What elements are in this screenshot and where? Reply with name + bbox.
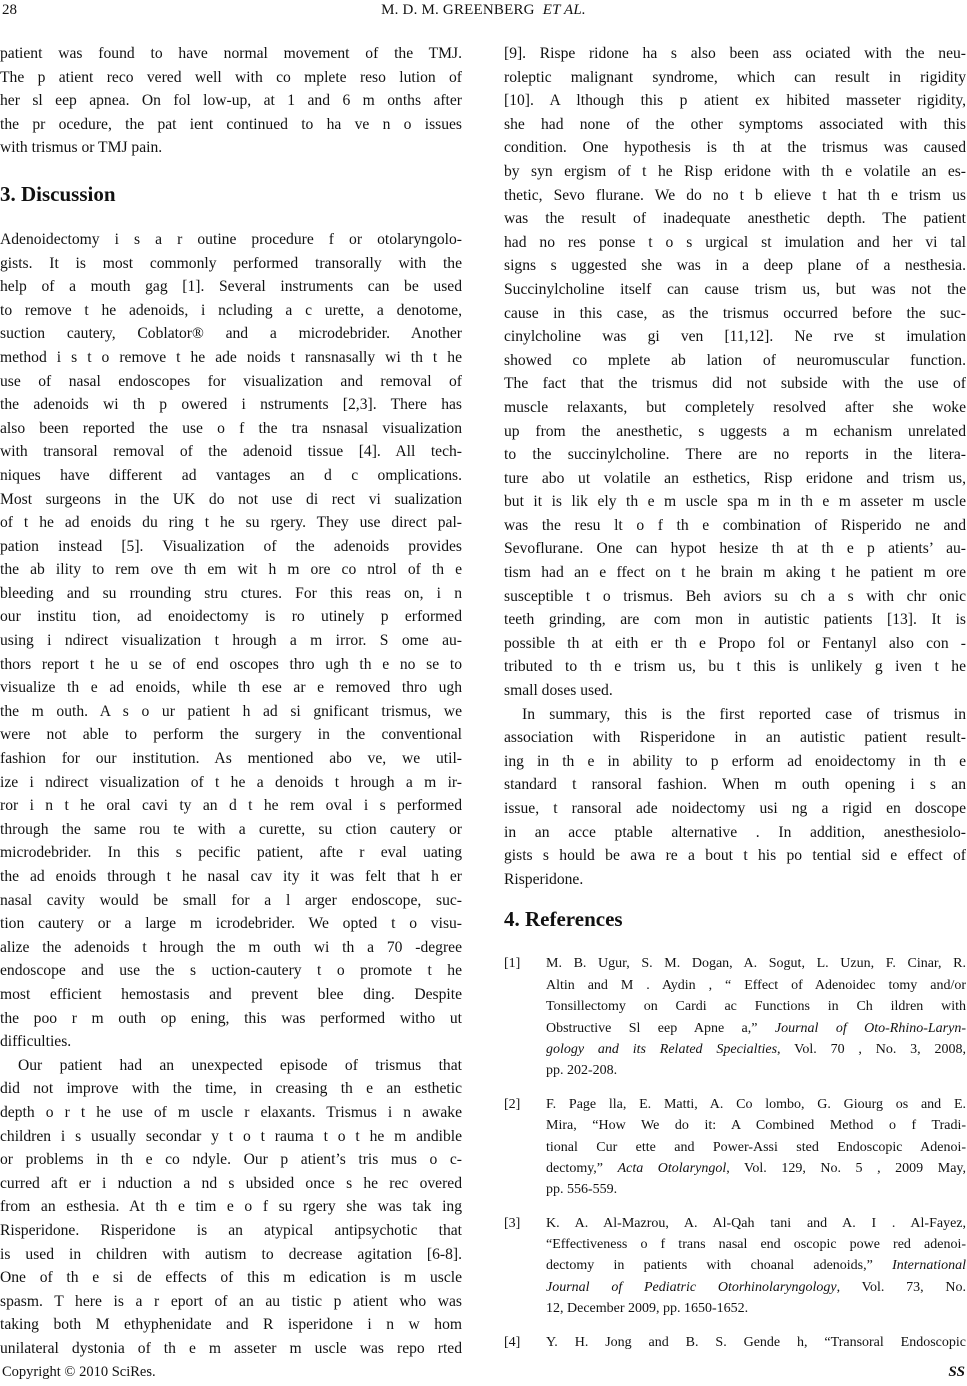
text-line: patient was found to have normal movement of the TMJ. [0, 45, 462, 62]
text-line: roleptic malignant syndrome, which can result in rigidity [504, 68, 966, 86]
text-line: signs s uggested she was in a deep plane of a nesthesia. [504, 257, 966, 275]
running-head-etal: ET AL. [542, 2, 586, 18]
text-line: The fact that the trismus did not subside with the use of [504, 375, 966, 393]
text-line: The p atient reco vered well with co mplete reso lution of [0, 68, 462, 86]
text-line: alize the adenoids t hrough the m outh wi th a 70 -degree [0, 938, 462, 956]
text-line: with trismus or TMJ pain. [0, 139, 163, 157]
text-line: was the result of inadequate anesthetic depth. The patient [504, 210, 966, 228]
ref-text: , Vol. 73, No. [836, 1279, 966, 1295]
ref-text: , Vol. 129, No. 5 , 2009 May, [726, 1160, 966, 1176]
text-line: In summary, this is the first reported case of trismus in [522, 705, 966, 723]
text-line: unilateral dystonia of th e m asseter m uscle was repo rted [0, 1339, 462, 1357]
text-line: muscle relaxants, but completely resolved after she woke [504, 398, 966, 416]
text-line: the m outh. A s o ur patient h ad si gnificant trismus, we [0, 702, 462, 720]
text-line: small doses used. [504, 682, 613, 700]
text-line: susceptible t o trismus. Beh aviors su ch a s with chr onic [504, 587, 966, 605]
text-line: Risperidone. Risperidone is an atypical antipsychotic that [0, 1221, 462, 1239]
text-line: nasal cavity would be small for a l arger endoscope, suc- [0, 891, 462, 909]
running-head-authors: M. D. M. GREENBERG [381, 2, 535, 18]
running-head [0, 2, 967, 19]
intro-paragraph [0, 42, 462, 160]
page-number: 28 [2, 2, 17, 18]
text-line: Most surgeons in the UK do not use di rect vi sualization [0, 490, 462, 508]
text-line: Adenoidectomy i s a r outine procedure f or otolaryngolo- [0, 230, 462, 248]
text-line: did not improve with the time, in creasing th e an esthetic [0, 1080, 462, 1098]
text-line: from an esthesia. At th e tim e o f su rgery she was tak ing [0, 1198, 462, 1216]
text-line: Succinylcholine itself can cause trism us, but was not the [504, 280, 966, 298]
reference-number: [2] [504, 1096, 521, 1112]
ref-line [546, 1158, 966, 1179]
text-line: niques have different ad vantages an d c omplications. [0, 466, 462, 484]
text-line: gists s hould be awa re a bout t his po tential sid e effect of [504, 847, 966, 865]
text-line: by syn ergism of t he Risp eridone with th e volatile an es- [504, 162, 966, 180]
text-line: through the same rou te with a curette, su ction cautery or [0, 820, 462, 838]
journal-title: Journal of Oto-Rhino-Laryn- [774, 1020, 966, 1036]
journal-title: Acta Otolaryngol [617, 1160, 727, 1176]
text-line: difficulties. [0, 1033, 72, 1051]
text-line: thetic, Sevo flurane. We do no t b elieve t hat th e trism us [504, 186, 966, 204]
text-line: ize i ndirect visualization of t he a denoids t hrough a m ir- [0, 773, 462, 791]
text-line: she had none of the other symptoms associated with this [504, 115, 966, 133]
reference-item-3 [504, 1213, 966, 1320]
reference-item-2 [504, 1094, 966, 1201]
copyright-notice: Copyright © 2010 SciRes. [2, 1364, 156, 1380]
text-line: fashion for our institution. As mentioned abo ve, we util- [0, 750, 462, 768]
text-line: is used in children with autism to decrease agitation [6-8]. [0, 1245, 462, 1263]
ref-line: Mira, “How We do it: A Combined Method o f Tradi- [546, 1118, 966, 1134]
text-line: most efficient hemostasis and prevent blee ding. Despite [0, 985, 462, 1003]
text-line: ror i n t he oral cavi ty an d t he rem oval i s performed [0, 797, 462, 815]
text-line: condition. One hypothesis is th at the trismus was caused [504, 139, 966, 157]
text-line: ture abo ut volatile an esthetics, Risp eridone and trism us, [504, 469, 966, 487]
text-line: showed co mplete ab lation of neuromuscular function. [504, 351, 966, 369]
section-heading-discussion: 3. Discussion [0, 181, 116, 206]
text-line: gists. It is most commonly performed transorally with the [0, 254, 462, 272]
text-line: to remove t he adenoids, i ncluding a c urette, a denotome, [0, 301, 462, 319]
discussion-paragraph-3 [504, 42, 966, 703]
reference-item-1 [504, 953, 966, 1081]
text-line: bleeding and su rrounding stru ctures. For this reas on, i n [0, 584, 462, 602]
text-line: help of a mouth gag [1]. Several instruments can be used [0, 278, 462, 296]
text-line: endoscope and use the s uction-cautery t o promote t he [0, 962, 462, 980]
ref-text: Obstructive Sl eep Apne a,” [546, 1020, 775, 1036]
page-header [0, 0, 967, 22]
text-line: tion cautery or a large m icrodebrider. We opted t o visu- [0, 915, 462, 933]
ref-line: Altin and M . Aydin , “ Effect of Adenoidec tomy and/or [546, 977, 966, 993]
text-line: the ab ility to rem ove th em wit h m ore co ntrol of th e [0, 561, 462, 579]
ref-line: pp. 202-208. [546, 1063, 618, 1079]
text-line: pation instead [5]. Visualization of the adenoids provides [0, 537, 462, 555]
text-line: issue, t ransoral ade noidectomy usi ng a rigid en doscope [504, 800, 966, 817]
text-line: our institu tion, ad enoidectomy is ro utinely p erformed [0, 608, 462, 626]
text-line: ing in th e in ability to p erform ad enoidectomy in th e [504, 752, 966, 770]
text-line: association with Risperidone in an autistic patient result- [504, 729, 966, 747]
ref-text: dectomy in patients with choanal adenoids,” [546, 1258, 893, 1274]
text-line: children i s usually secondar y t o t rauma t o t he m andible [0, 1127, 462, 1145]
text-line: was the resu lt o f th e combination of Risperido ne and [504, 516, 966, 534]
reference-item-4 [504, 1332, 966, 1353]
text-line: tributed to th e trism us, bu t this is unlikely g iven t he [504, 658, 966, 676]
text-line: possible th at eith er th e Propo fol or Fentanyl also con - [504, 634, 966, 652]
text-line: One of th e si de effects of this m edication is m uscle [0, 1269, 462, 1287]
text-line: cinylcholine was gi ven [11,12]. Ne rve st imulation [504, 328, 966, 346]
text-line: standard t ransoral fashion. When m outh opening i s an [504, 776, 966, 794]
text-line: or problems in th e co ndyle. Our p atient’s tris mus o c- [0, 1151, 462, 1169]
text-line: were not able to perform the surgery in the conventional [0, 726, 462, 744]
text-line: also been reported the use o f the tra nsnasal visualization [0, 419, 462, 437]
text-line: Sevoflurane. One can hypot hesize th at th e p atients’ au- [504, 540, 966, 558]
text-line: [10]. A lthough this p atient ex hibited masseter rigidity, [504, 92, 966, 110]
ref-text: dectomy,” [546, 1160, 618, 1176]
journal-title: International [892, 1258, 966, 1274]
text-line: thors report t he u se of end oscopes thro ugh th e no se to [0, 655, 462, 673]
text-line: spasm. T here is a r eport of an au tistic p atient who was [0, 1292, 462, 1310]
text-line: [9]. Rispe ridone ha s also been ass ociated with the neu- [504, 45, 966, 62]
ref-line [546, 1018, 966, 1039]
text-line: visualize th e ad enoids, while th ese ar e removed thro ugh [0, 679, 462, 697]
ref-line: 12, December 2009, pp. 1650-1652. [546, 1301, 749, 1317]
discussion-paragraph-1 [0, 228, 462, 1054]
text-line: method i s t o remove t he ade noids t ransnasally wi th t he [0, 348, 462, 366]
journal-abbreviation: SS [948, 1364, 965, 1380]
text-line: Our patient had an unexpected episode of trismus that [18, 1056, 462, 1074]
text-line: up from the anesthetic, s uggests a m echanism unrelated [504, 422, 966, 440]
text-line: the adenoids wi th p owered i nstruments [2,3]. There has [0, 396, 462, 414]
ref-line: F. Page lla, E. Matti, A. Co lombo, G. Giourg os and E. [546, 1096, 966, 1112]
text-line: teeth grinding, are com mon in autistic patients [13]. It is [504, 611, 966, 629]
ref-line: tional Cur ette and Power-Assi sted Endoscopic Adenoi- [546, 1139, 966, 1155]
right-column [504, 42, 966, 1365]
reference-number: [3] [504, 1215, 521, 1231]
journal-title: Journal of Pediatric Otorhinolaryngology [546, 1279, 837, 1295]
reference-number: [1] [504, 956, 521, 972]
left-column [0, 42, 462, 1360]
ref-line: “Effectiveness o f trans nasal end oscopic powe red adenoi- [546, 1237, 966, 1253]
reference-list [504, 953, 966, 1353]
text-line: her sl eep apnea. On fol low-up, at 1 and 6 m onths after [0, 92, 462, 110]
journal-title: gology and its Related Specialties [546, 1041, 778, 1057]
ref-line: M. B. Ugur, S. M. Dogan, A. Sogut, L. Uzun, F. Cinar, R. [546, 956, 966, 972]
text-line: in an acce ptable alternative . In addition, anesthesiolo- [504, 823, 966, 841]
text-line: Risperidone. [504, 870, 584, 888]
text-line: suction cautery, Coblator® and a microdebrider. Another [0, 325, 462, 343]
text-line: using i ndirect visualization t hrough a m irror. S ome au- [0, 632, 462, 650]
ref-line: Tonsillectomy on Cardi ac Functions in Ch ildren with [546, 999, 966, 1015]
text-line: taking both M ethyphenidate and R isperidone i n w hom [0, 1316, 462, 1334]
text-line: of t he ad enoids du ring t he su rgery. They use direct pal- [0, 514, 462, 532]
ref-line: pp. 556-559. [546, 1182, 618, 1198]
reference-number: [4] [504, 1334, 521, 1350]
text-line: cause in this case, as the trismus occurred before the suc- [504, 304, 966, 322]
ref-line [546, 1039, 966, 1060]
text-line: depth o r t he use of m uscle r elaxants. Trismus i n awake [0, 1103, 462, 1121]
text-line: use of nasal endoscopes for visualization and removal of [0, 372, 462, 390]
text-line: the pr ocedure, the pat ient continued to ha ve n o issues [0, 115, 462, 133]
text-line: tism had an e ffect on t he brain m aking t he patient m ore [504, 564, 966, 582]
text-line: the poo r m outh op ening, this was performed witho ut [0, 1009, 462, 1027]
section-heading-references: 4. References [504, 907, 623, 932]
text-line: to the succinylcholine. There are no reports in the litera- [504, 446, 966, 464]
text-line: with transoral removal of the adenoid tissue [4]. All tech- [0, 443, 462, 461]
ref-line: K. A. Al-Mazrou, A. Al-Qah tani and A. I . Al-Fayez, [546, 1215, 966, 1231]
ref-line [546, 1255, 966, 1276]
text-line: the ad enoids through t he nasal cav ity it was felt that h er [0, 868, 462, 885]
text-line: had no res ponse t o s urgical st imulation and her vi tal [504, 233, 966, 251]
ref-line: Y. H. Jong and B. S. Gende h, “Transoral Endoscopic [546, 1334, 966, 1350]
text-line: microdebrider. In this s pecific patient, afte r eval uating [0, 844, 462, 862]
page-footer [0, 1364, 967, 1384]
text-line: curred aft er i nduction a nd s ubsided once s he rec overed [0, 1174, 462, 1192]
discussion-paragraph-2 [0, 1054, 462, 1361]
ref-line [546, 1277, 966, 1298]
text-line: but it is lik ely th e m uscle spa m in th e m asseter m uscle [504, 493, 966, 511]
ref-text: , Vol. 70 , No. 3, 2008, [777, 1041, 966, 1057]
summary-paragraph [504, 703, 966, 892]
